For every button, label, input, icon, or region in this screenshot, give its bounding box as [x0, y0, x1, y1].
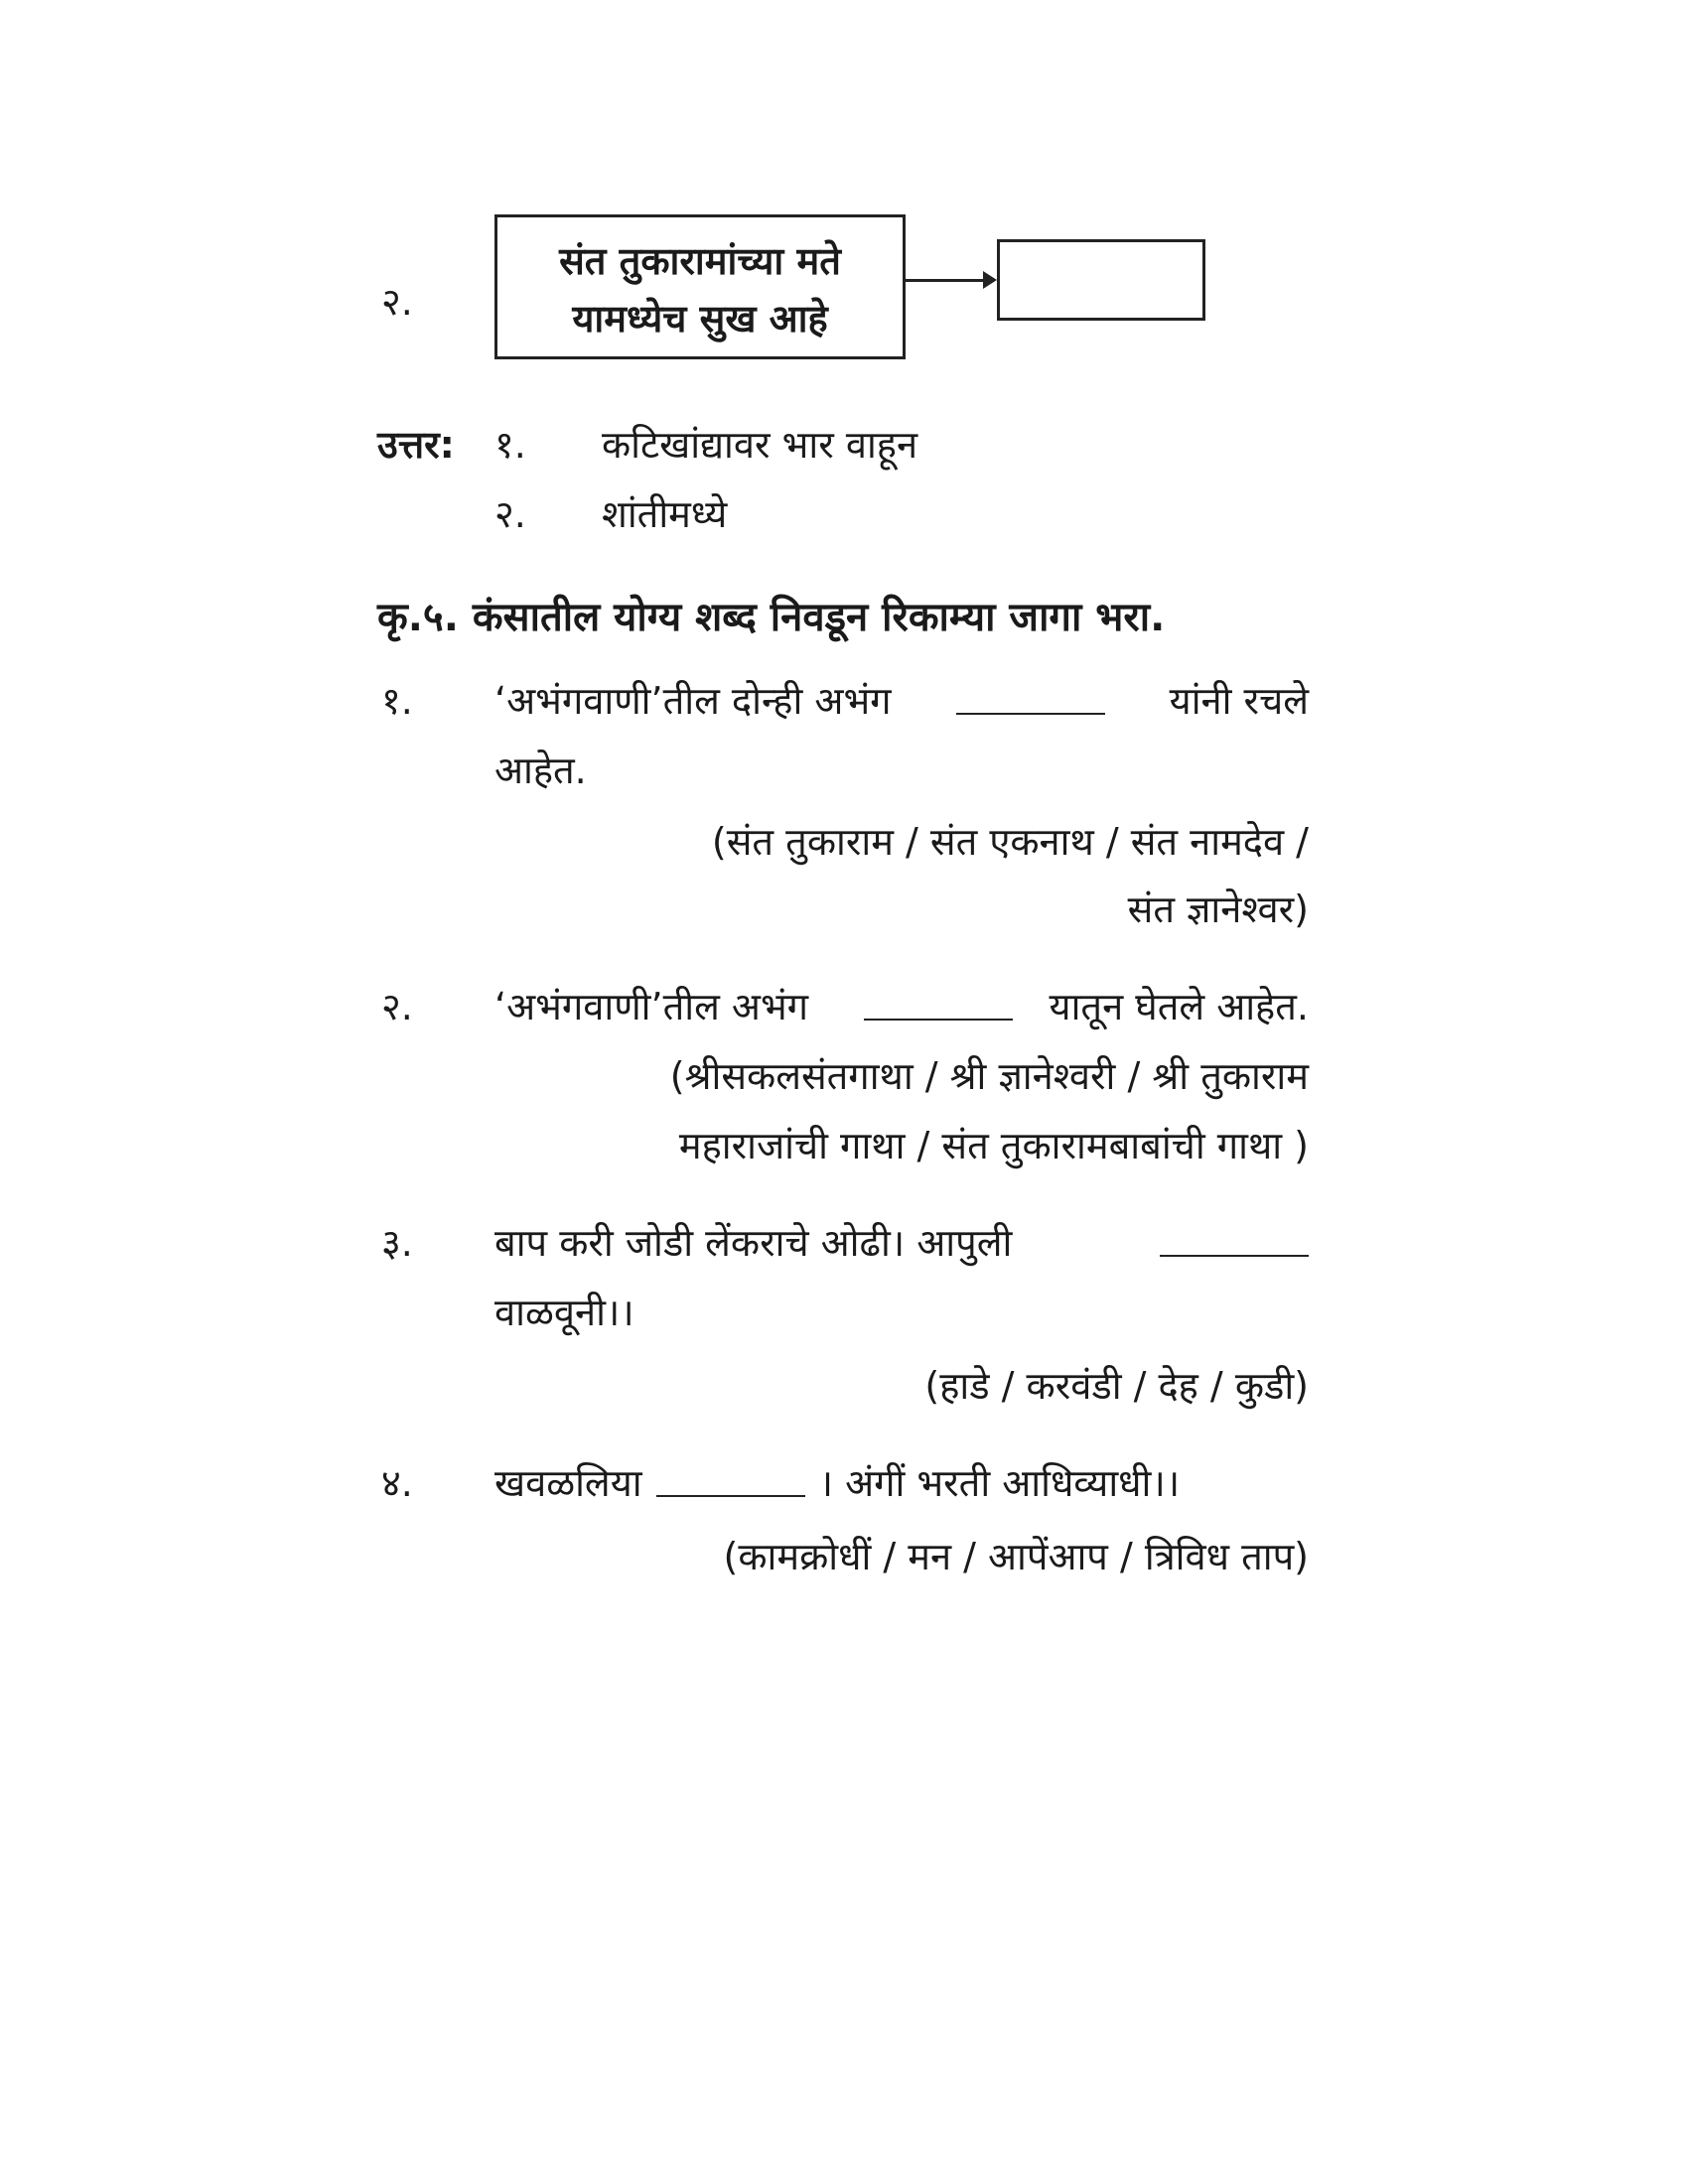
answer-label: उत्तर: [377, 423, 455, 467]
fq4-before: खवळलिया [494, 1461, 642, 1505]
fq1-options-line2: संत ज्ञानेश्वर) [1127, 887, 1309, 931]
answer-2-text: शांतीमध्ये [602, 492, 728, 536]
fq2-before: ‘अभंगवाणी’तील अभंग [494, 985, 809, 1028]
fq2-number: २. [381, 985, 413, 1028]
arrow-head-icon [983, 271, 997, 289]
answer-1-number: १. [494, 423, 526, 467]
answer-2-number: २. [494, 492, 526, 536]
fq2-line1 [494, 983, 1309, 1030]
fq3-line2: वाळवूनी।। [494, 1291, 634, 1334]
fq3-line1 [494, 1219, 1309, 1267]
fq1-blank [956, 677, 1105, 715]
fq2-blank [864, 983, 1013, 1021]
answer-1-text: कटिखांद्यावर भार वाहून [602, 423, 918, 467]
q2-answer-box [997, 239, 1205, 321]
fq4-after: । अंगीं भरती आधिव्याधी।। [818, 1461, 1181, 1505]
q2-statement-box [494, 214, 906, 359]
fq1-number: १. [381, 679, 413, 723]
section-heading: कृ.५. कंसातील योग्य शब्द निवडून रिकाम्या जागा भरा. [377, 595, 1166, 640]
q2-number: २. [381, 280, 413, 324]
q2-box-line1: संत तुकारामांच्या मते [559, 239, 841, 283]
fq1-after: यांनी रचले [1169, 679, 1309, 723]
fq1-before: ‘अभंगवाणी’तील दोन्ही अभंग [494, 679, 892, 723]
fq2-options-line2: महाराजांची गाथा / संत तुकारामबाबांची गाथा ) [678, 1124, 1309, 1167]
fq2-after: यातून घेतले आहेत. [1049, 985, 1309, 1028]
fq1-line2: आहेत. [494, 749, 587, 792]
fq4-blank [656, 1459, 805, 1497]
fq4-options: (कामक्रोधीं / मन / आपेंआप / त्रिविध ताप) [723, 1535, 1309, 1578]
fq2-options-line1: (श्रीसकलसंतगाथा / श्री ज्ञानेश्वरी / श्री तुकाराम [669, 1054, 1309, 1098]
q2-box-line2: यामध्येच सुख आहे [572, 297, 828, 341]
fq3-blank [1160, 1219, 1309, 1257]
fq1-options-line1: (संत तुकाराम / संत एकनाथ / संत नामदेव / [711, 820, 1309, 864]
fq1-line1 [494, 677, 1309, 725]
fq3-options: (हाडे / करवंडी / देह / कुडी) [924, 1364, 1309, 1408]
fq4-line1 [494, 1459, 1180, 1507]
fq3-number: ३. [381, 1221, 413, 1265]
fq3-before: बाप करी जोडी लेंकराचे ओढी। आपुली [494, 1221, 1013, 1265]
q2-arrow [906, 279, 991, 282]
fq4-number: ४. [381, 1461, 413, 1505]
